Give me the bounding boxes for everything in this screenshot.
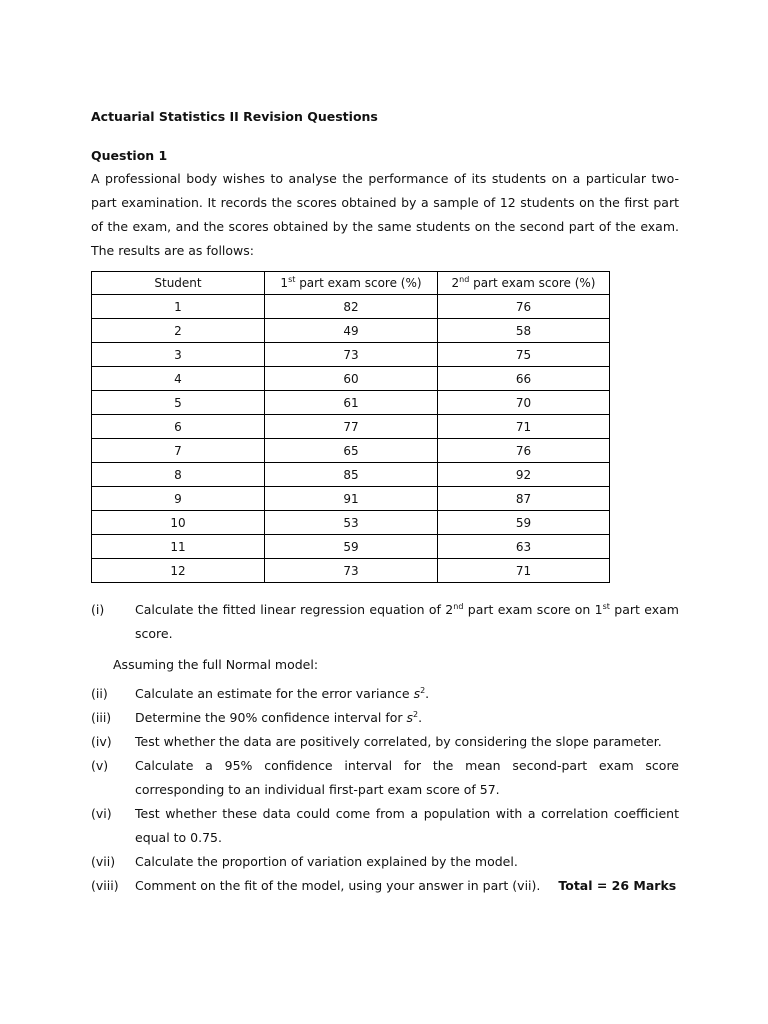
table-row [92, 487, 610, 511]
part2-score-cell: 87 [438, 487, 610, 511]
student-cell: 11 [92, 535, 265, 559]
table-row [92, 559, 610, 583]
table-row [92, 535, 610, 559]
header-student: Student [92, 272, 265, 295]
table-row [92, 343, 610, 367]
parts-list [91, 682, 679, 898]
part1-score-cell: 59 [265, 535, 438, 559]
question-part [91, 706, 679, 730]
part-i [91, 598, 679, 646]
student-cell: 12 [92, 559, 265, 583]
part1-score-cell: 91 [265, 487, 438, 511]
header-part2: 2nd part exam score (%) [438, 272, 610, 295]
question-part [91, 874, 679, 898]
part-text: Calculate an estimate for the error variance $s^2$. [135, 685, 430, 701]
part-number: (vi) [91, 806, 112, 821]
part1-score-cell: 61 [265, 391, 438, 415]
student-cell: 5 [92, 391, 265, 415]
question-heading: Question 1 [91, 148, 168, 163]
student-cell: 8 [92, 463, 265, 487]
part-text: Calculate the proportion of variation explained by the model. [135, 854, 518, 869]
part2-score-cell: 66 [438, 367, 610, 391]
table-row [92, 391, 610, 415]
part1-score-cell: 73 [265, 343, 438, 367]
part-text: Test whether the data are positively correlated, by considering the slope parameter. [135, 734, 662, 749]
header-part1: 1st part exam score (%) [265, 272, 438, 295]
table-row [92, 367, 610, 391]
part2-score-cell: 92 [438, 463, 610, 487]
question-part [91, 682, 679, 706]
part-number: (vii) [91, 854, 116, 869]
part2-score-cell: 76 [438, 295, 610, 319]
question-part [91, 730, 679, 754]
part1-score-cell: 65 [265, 439, 438, 463]
part-text: Calculate a 95% confidence interval for the mean second-part exam score corresponding to an individual first-part exam score of 57. [135, 758, 679, 797]
part1-score-cell: 77 [265, 415, 438, 439]
table-row [92, 319, 610, 343]
part2-score-cell: 63 [438, 535, 610, 559]
part-number: (ii) [91, 686, 108, 701]
table-row [92, 511, 610, 535]
part2-score-cell: 58 [438, 319, 610, 343]
part-number: (iii) [91, 710, 112, 725]
question-part [91, 850, 679, 874]
part-text: Determine the 90% confidence interval for $s^2$. [135, 709, 423, 725]
part-number: (v) [91, 758, 109, 773]
question-intro: A professional body wishes to analyse the performance of its students on a particular two-part examination. It records the scores obtained by a sample of 12 students on the first part of the exam, and the scores obtained by the same students on the second part of the exam. The results are as follows: [91, 171, 679, 258]
part-number: (viii) [91, 878, 119, 893]
total-marks: Total = 26 Marks [558, 878, 677, 893]
student-cell: 7 [92, 439, 265, 463]
part1-score-cell: 85 [265, 463, 438, 487]
part1-score-cell: 49 [265, 319, 438, 343]
student-cell: 2 [92, 319, 265, 343]
part1-score-cell: 60 [265, 367, 438, 391]
table-row [92, 463, 610, 487]
question-part [91, 802, 679, 850]
part1-score-cell: 82 [265, 295, 438, 319]
part-number: (i) [91, 602, 105, 617]
part2-score-cell: 71 [438, 415, 610, 439]
part-text: Calculate the fitted linear regression equation of 2nd part exam score on 1st part exam score. [135, 601, 679, 641]
scores-table [91, 271, 610, 583]
student-cell: 3 [92, 343, 265, 367]
student-cell: 9 [92, 487, 265, 511]
part2-score-cell: 76 [438, 439, 610, 463]
part-text: Comment on the fit of the model, using your answer in part (vii). Total = 26 Marks [135, 878, 677, 893]
student-cell: 4 [92, 367, 265, 391]
student-cell: 1 [92, 295, 265, 319]
part2-score-cell: 59 [438, 511, 610, 535]
student-cell: 10 [92, 511, 265, 535]
question-part [91, 754, 679, 802]
table-row [92, 415, 610, 439]
table-row [92, 295, 610, 319]
part2-score-cell: 70 [438, 391, 610, 415]
document-page [91, 108, 679, 898]
part1-score-cell: 53 [265, 511, 438, 535]
part2-score-cell: 71 [438, 559, 610, 583]
part1-score-cell: 73 [265, 559, 438, 583]
part-number: (iv) [91, 734, 112, 749]
table-row [92, 439, 610, 463]
table-header-row [92, 272, 610, 295]
part2-score-cell: 75 [438, 343, 610, 367]
assumption-note: Assuming the full Normal model: [113, 657, 319, 672]
part-text: Test whether these data could come from a population with a correlation coefficient equal to 0.75. [135, 806, 679, 845]
document-title: Actuarial Statistics II Revision Questions [91, 109, 378, 124]
student-cell: 6 [92, 415, 265, 439]
